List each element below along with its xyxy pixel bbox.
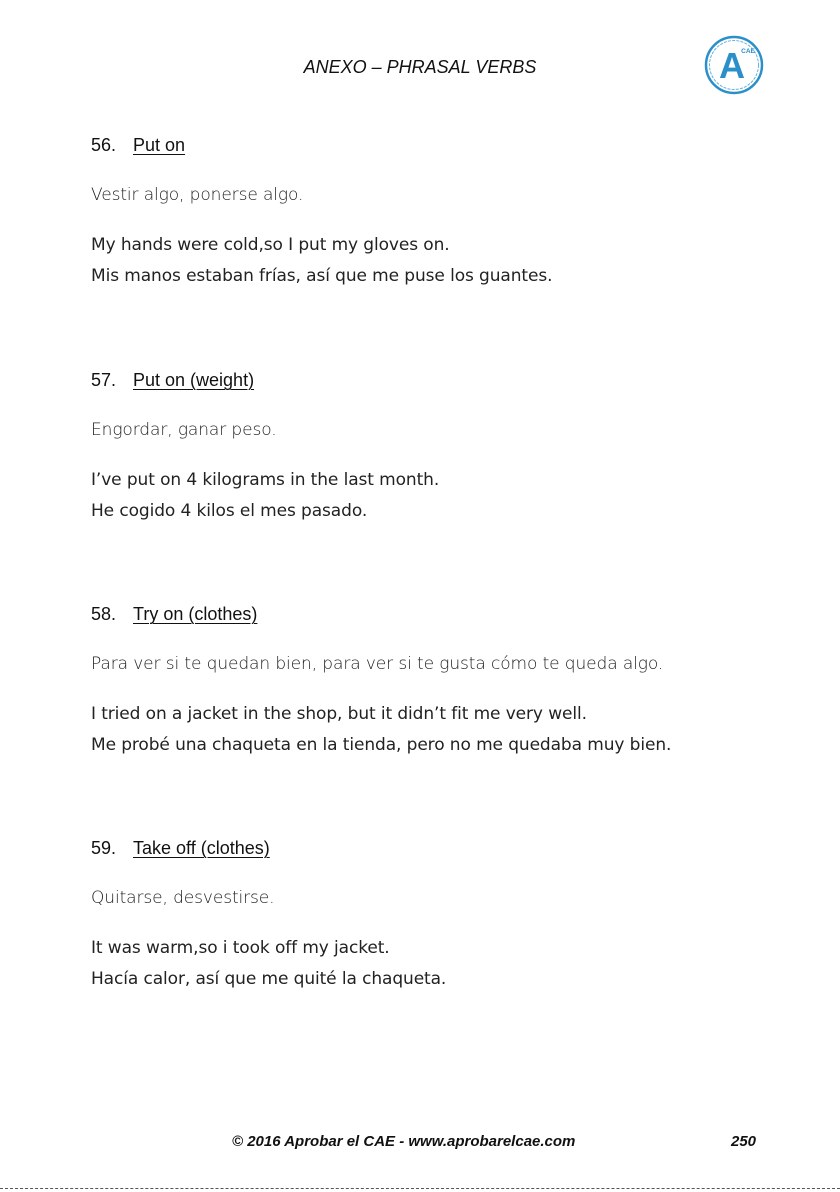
entry-number: 58. — [91, 604, 117, 624]
entry-58 — [91, 602, 791, 755]
entry-example-spanish: He cogido 4 kilos el mes pasado. — [91, 501, 368, 521]
entry-phrase: Put on — [133, 135, 186, 155]
aprobar-cae-logo — [704, 35, 764, 95]
entry-59 — [91, 836, 791, 989]
entry-example-english: I tried on a jacket in the shop, but it didn’t fit me very well. — [91, 704, 587, 724]
entry-definition: Quitarse, desvestirse. — [91, 888, 275, 908]
entry-heading — [91, 602, 791, 626]
entry-heading — [91, 133, 791, 157]
entry-phrase: Take off (clothes) — [133, 838, 270, 858]
entry-example-english: I’ve put on 4 kilograms in the last month. — [91, 470, 440, 490]
entry-definition: Engordar, ganar peso. — [91, 420, 277, 440]
logo-cae-text: CAE — [741, 48, 755, 55]
entry-example-english: It was warm,so i took off my jacket. — [91, 938, 390, 958]
entry-heading — [91, 836, 791, 860]
entry-example-spanish: Me probé una chaqueta en la tienda, pero no me quedaba muy bien. — [91, 735, 672, 755]
entry-phrase: Put on (weight) — [133, 370, 255, 390]
entry-heading — [91, 368, 791, 392]
entry-example-english: My hands were cold,so I put my gloves on. — [91, 235, 450, 255]
entry-56 — [91, 133, 791, 286]
logo-badge-icon — [704, 35, 764, 95]
entry-definition: Para ver si te quedan bien, para ver si te gusta cómo te queda algo. — [91, 654, 664, 674]
entry-57 — [91, 368, 791, 521]
footer-copyright: © 2016 Aprobar el CAE - www.aprobarelcae.com — [232, 1133, 576, 1150]
entry-example-spanish: Mis manos estaban frías, así que me puse los guantes. — [91, 266, 553, 286]
entry-number: 57. — [91, 370, 117, 390]
entry-example-spanish: Hacía calor, así que me quité la chaqueta. — [91, 969, 447, 989]
page-header-title: ANEXO – PHRASAL VERBS — [303, 57, 537, 77]
logo-letter: A — [719, 45, 745, 86]
entry-phrase: Try on (clothes) — [133, 604, 258, 624]
page-number: 250 — [731, 1133, 757, 1150]
bottom-divider — [0, 1188, 840, 1189]
entry-number: 59. — [91, 838, 117, 858]
entry-number: 56. — [91, 135, 117, 155]
entry-definition: Vestir algo, ponerse algo. — [91, 185, 304, 205]
